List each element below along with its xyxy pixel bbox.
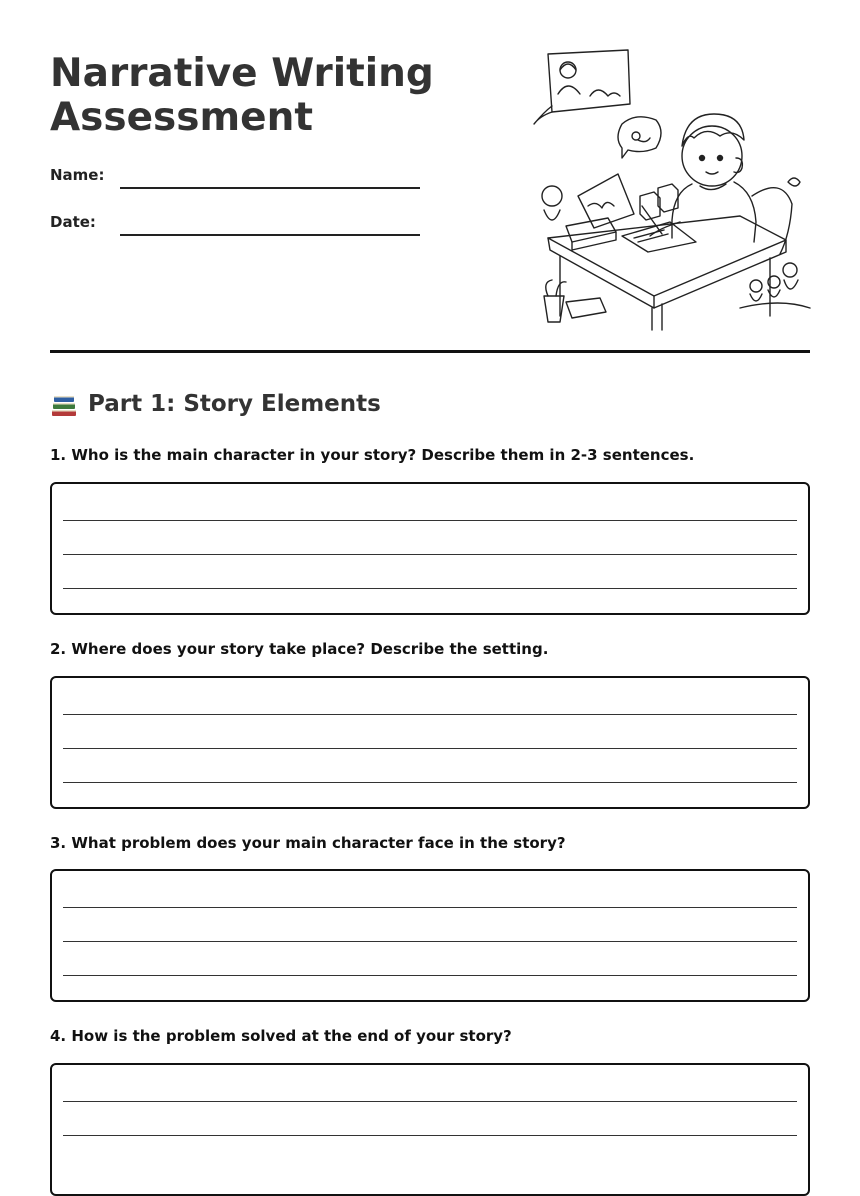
answer-box-3[interactable] xyxy=(50,869,810,1002)
answer-line xyxy=(63,714,797,715)
answer-line xyxy=(63,907,797,908)
question-3: 3. What problem does your main character face in the story? xyxy=(50,834,566,852)
answer-line xyxy=(63,941,797,942)
answer-line xyxy=(63,554,797,555)
name-field[interactable] xyxy=(120,187,420,189)
answer-line xyxy=(63,975,797,976)
books-icon xyxy=(50,390,78,418)
name-label: Name: xyxy=(50,166,105,184)
section-divider xyxy=(50,350,810,353)
answer-box-4[interactable] xyxy=(50,1063,810,1196)
answer-line xyxy=(63,748,797,749)
part-1-heading xyxy=(50,388,381,420)
part-1-heading-text: Part 1: Story Elements xyxy=(88,391,381,417)
answer-line xyxy=(63,588,797,589)
date-label: Date: xyxy=(50,213,96,231)
answer-line xyxy=(63,1135,797,1136)
answer-line xyxy=(63,1101,797,1102)
date-field[interactable] xyxy=(120,234,420,236)
page-title: Narrative Writing Assessment xyxy=(50,51,434,140)
answer-box-1[interactable] xyxy=(50,482,810,615)
answer-line xyxy=(63,782,797,783)
answer-box-2[interactable] xyxy=(50,676,810,809)
answer-line xyxy=(63,520,797,521)
question-2: 2. Where does your story take place? Describe the setting. xyxy=(50,640,549,658)
question-1: 1. Who is the main character in your story? Describe them in 2-3 sentences. xyxy=(50,446,695,464)
child-writing-illustration xyxy=(530,46,812,334)
question-4: 4. How is the problem solved at the end of your story? xyxy=(50,1027,512,1045)
